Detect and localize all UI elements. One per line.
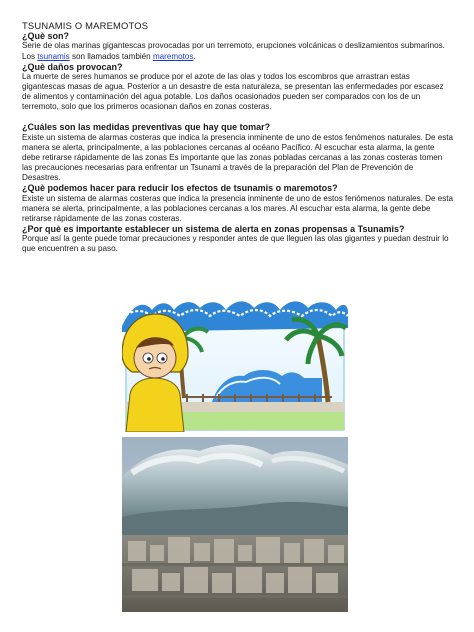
paragraph-que-son-middle: son llamados también: [69, 51, 153, 61]
paragraph-sistema-alerta: Porque así la gente puede tomar precauciones y responder antes de que lleguen las olas gigantes y puedan destruir lo que encuentren a su paso.: [22, 234, 449, 254]
tsunami-photo: [122, 437, 348, 612]
paragraph-que-son: [22, 41, 454, 61]
heading-medidas-preventivas: ¿Cuáles son las medidas preventivas que hay que tomar?: [22, 122, 271, 133]
document-text: [22, 20, 454, 255]
paragraph-que-son-text: Serie de olas marinas gigantescas provocadas por un terremoto, erupciones volcánicas o deslizamientos submarinos. Los: [22, 41, 445, 61]
cartoon-illustration: [122, 298, 348, 432]
heading-que-son: ¿Què son?: [22, 31, 69, 41]
spacer: [22, 112, 454, 122]
link-maremotos[interactable]: maremotos: [152, 51, 194, 61]
document-title: TSUNAMIS O MAREMOTOS: [22, 20, 149, 31]
paragraph-medidas-preventivas: Existe un sistema de alarmas costeras que indica la presencia inminente de uno de estos fenómenos naturales. De esta manera se alerta, principalmente, a las poblaciones cercanas al océano Pacífico. Al escuchar esta alarma, la gente debe retirarse rápidamente de las zonas Es importante que las zonas pobladas cercanas a las zonas costeras tomen las precauciones necesarias para enfrentar un Tsunami a través de la preparación del Plan de Prevención de Desastres.: [22, 132, 454, 183]
paragraph-reducir-efectos: Existe un sistema de alarmas costeras que indica la presencia inminente de uno de estos fenómenos naturales. De esta manera se alerta, principalmente, a las poblaciones cercanas a los mares. Al escuchar esta alarma, la gente debe retirarse rápidamente de las zonas costeras.: [22, 193, 454, 223]
heading-danos: ¿Què daños provocan?: [22, 61, 123, 72]
tsunami-photo-image: [122, 437, 348, 612]
tsunami-cartoon-image: [122, 298, 348, 432]
link-tsunamis[interactable]: tsunamis: [37, 51, 70, 61]
heading-sistema-alerta: ¿Por què es importante establecer un sistema de alerta en zonas propensas a Tsunamis?: [22, 223, 405, 234]
heading-reducir-efectos: ¿Què podemos hacer para reducir los efectos de tsunamis o maremotos?: [22, 183, 338, 194]
paragraph-que-son-end: .: [193, 51, 196, 61]
paragraph-danos: La muerte de seres humanos se produce por el azote de las olas y todos los escombros que arrastran estas gigantescas masas de agua. Posterior a un desastre de esta naturaleza, se presentan las enfermedades por escasez de alimentos y contaminación del agua potable. Los daños ocasionados pueden ser comparados con los de un terremoto, solo que los primeros ocasionan daños en zonas costeras.: [22, 72, 444, 112]
